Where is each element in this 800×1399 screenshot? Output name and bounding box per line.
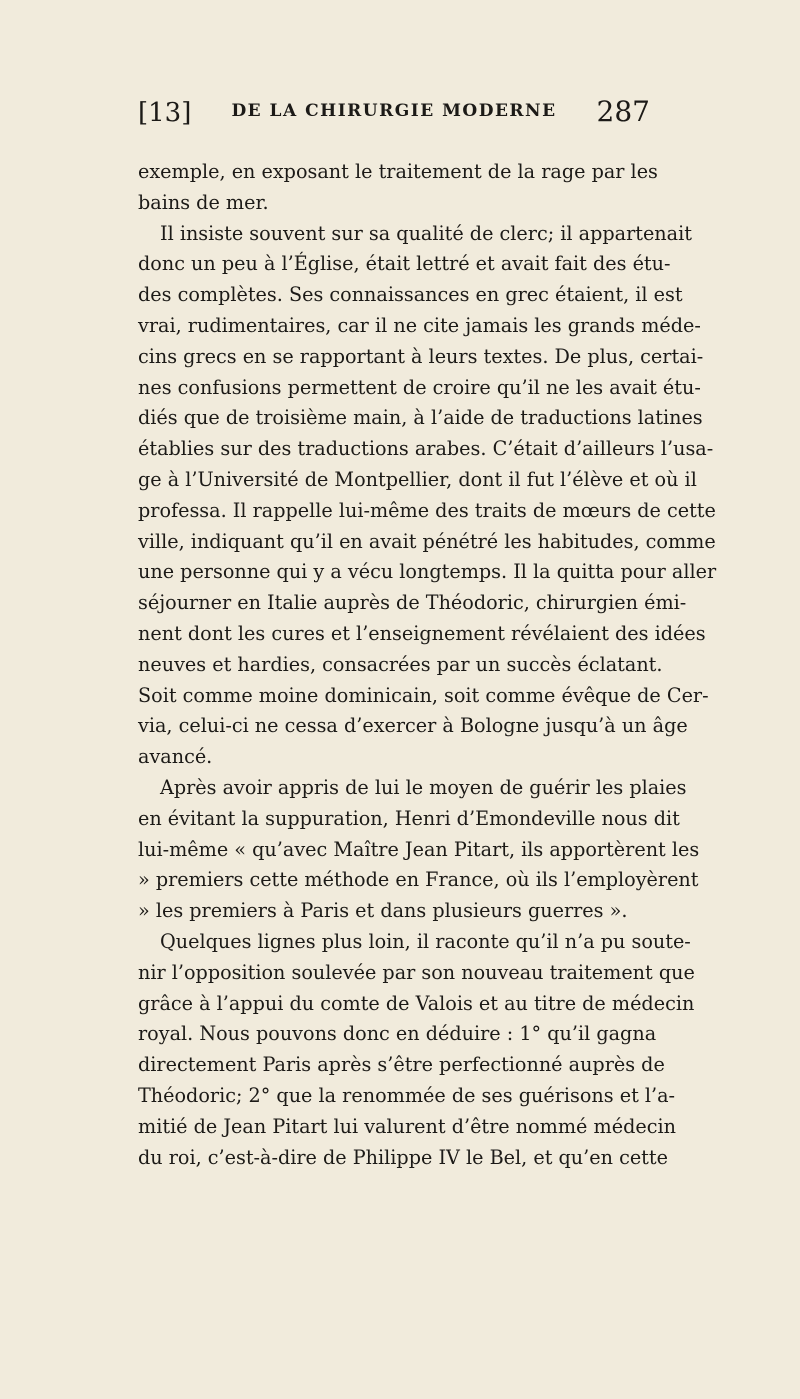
text-line: » premiers cette méthode en France, où ils l’employèrent [138,868,699,892]
text-line: via, celui-ci ne cessa d’exercer à Bologne jusqu’à un âge [138,714,688,738]
paragraph-first-line: Quelques lignes plus loin, il raconte qu’il n’a pu soute- [160,929,691,953]
text-line: avancé. [138,745,213,769]
text-line: nent dont les cures et l’enseignement révélaient des idées [138,621,706,645]
text-line: exemple, en exposant le traitement de la rage par les [138,160,658,183]
text-line: bains de mer. [138,190,269,214]
text-line: nir l’opposition soulevée par son nouveau traitement que [138,960,695,984]
page-number: 287 [596,95,650,128]
text-line: professa. Il rappelle lui-même des traits de mœurs de cette [138,498,716,522]
body-text [138,157,717,1173]
text-line: vrai, rudimentaires, car il ne cite jamais les grands méde- [138,313,701,337]
text-line: » les premiers à Paris et dans plusieurs guerres ». [138,899,628,923]
text-line: cins grecs en se rapportant à leurs textes. De plus, certai- [138,344,704,368]
text-line: grâce à l’appui du comte de Valois et au titre de médecin [138,991,695,1015]
running-head [138,96,650,136]
text-line: royal. Nous pouvons donc en déduire : 1° qu’il gagna [138,1022,657,1046]
paragraph-first-line: Il insiste souvent sur sa qualité de clerc; il appartenait [160,221,692,245]
text-line: séjourner en Italie auprès de Théodoric, chirurgien émi- [138,591,687,615]
text-line: donc un peu à l’Église, était lettré et avait fait des étu- [138,252,671,276]
running-title: DE LA CHIRURGIE MODERNE [231,101,557,121]
text-line: du roi, c’est-à-dire de Philippe IV le Bel, et qu’en cette [138,1145,668,1169]
text-line: Théodoric; 2° que la renommée de ses guérisons et l’a- [138,1083,676,1107]
text-line: établies sur des traductions arabes. C’était d’ailleurs l’usa- [138,437,714,461]
text-line: des complètes. Ses connaissances en grec étaient, il est [138,283,683,307]
text-line: directement Paris après s’être perfectionné auprès de [138,1053,665,1077]
text-line: ville, indiquant qu’il en avait pénétré les habitudes, comme [138,529,716,553]
paragraph-first-line: Après avoir appris de lui le moyen de guérir les plaies [160,775,687,799]
text-line: Soit comme moine dominicain, soit comme évêque de Cer- [138,683,709,707]
section-number: [13] [138,98,192,128]
text-line: nes confusions permettent de croire qu’il ne les avait étu- [138,375,701,399]
text-line: une personne qui y a vécu longtemps. Il la quitta pour aller [138,560,717,584]
text-line: neuves et hardies, consacrées par un succès éclatant. [138,652,663,676]
text-line: mitié de Jean Pitart lui valurent d’être nommé médecin [138,1114,676,1138]
text-line: en évitant la suppuration, Henri d’Emondeville nous dit [138,806,680,830]
text-line: ge à l’Université de Montpellier, dont il fut l’élève et où il [138,467,697,491]
text-line: diés que de troisième main, à l’aide de traductions latines [138,406,703,430]
text-line: lui-même « qu’avec Maître Jean Pitart, ils apportèrent les [138,837,700,861]
